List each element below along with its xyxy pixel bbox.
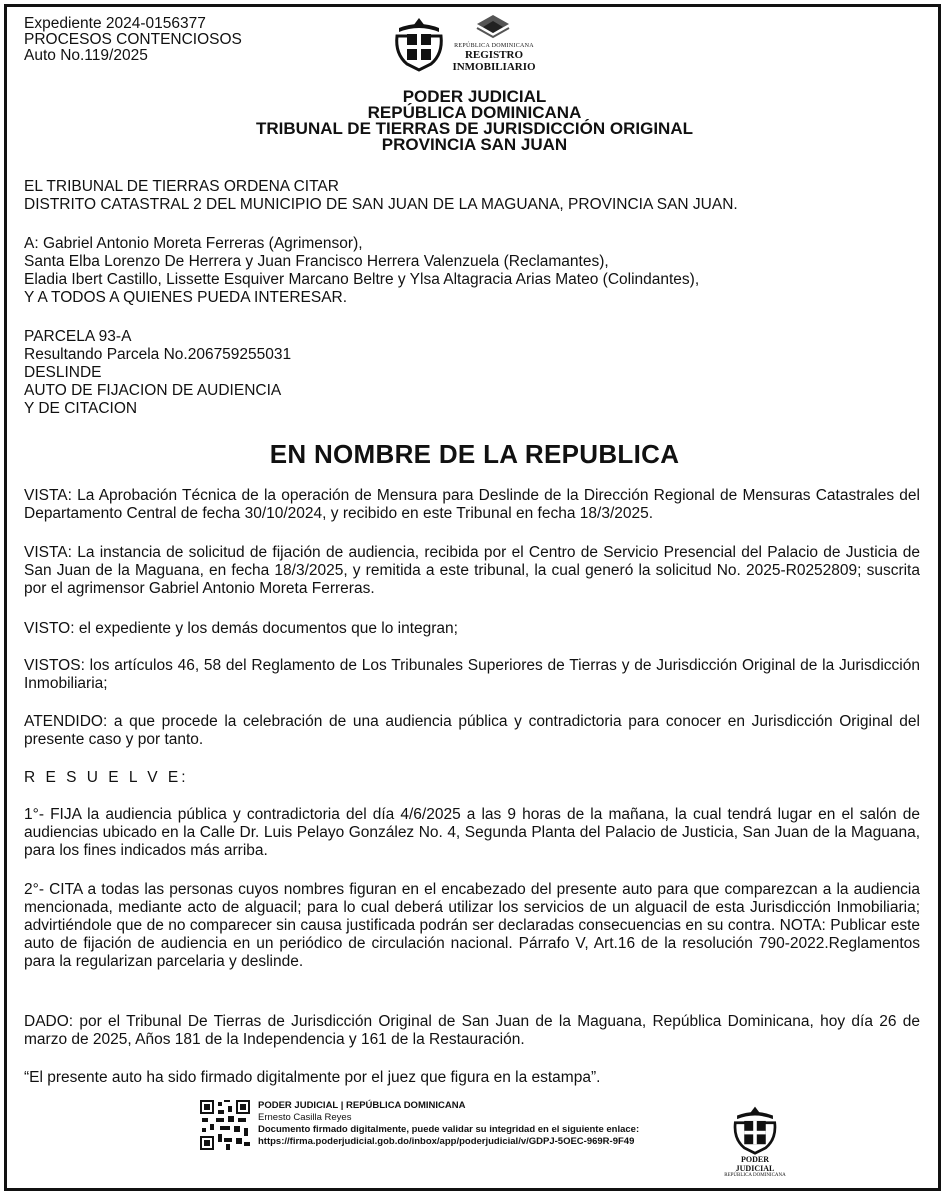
title-line: PROVINCIA SAN JUAN	[381, 135, 568, 154]
title-line: REPÚBLICA DOMINICANA	[367, 103, 582, 122]
dado-paragraph: DADO: por el Tribunal De Tierras de Jurisdicción Original de San Juan de la Maguana, República Dominicana, hoy día 26 de marzo de 2025, Años 181 de la Independencia y 161 de la Restauración.	[24, 1013, 920, 1048]
citation-line: EL TRIBUNAL DE TIERRAS ORDENA CITAR	[24, 178, 339, 195]
fija-paragraph: 1°- FIJA la audiencia pública y contradictoria del día 4/6/2025 a las 9 horas de la mañana, la cual tendrá lugar en el salón de audiencias ubicado en la Calle Dr. Luis Pelayo González No. 4, Segunda Planta del Palacio de Justicia, San Juan de la Maguana, para los fines indicados más arriba.	[24, 806, 920, 859]
addressee-line: Santa Elba Lorenzo De Herrera y Juan Francisco Herrera Valenzuela (Reclamantes),	[24, 253, 609, 270]
coat-of-arms-icon	[731, 1103, 779, 1155]
signature-validation-note: Documento firmado digitalmente, puede validar su integridad en el siguiente enlace:	[258, 1124, 640, 1135]
title-line: PODER JUDICIAL	[402, 87, 547, 106]
auto-number: Auto No.119/2025	[24, 47, 148, 64]
vista-paragraph-2: VISTA: La instancia de solicitud de fijación de audiencia, recibida por el Centro de Servicio Presencial del Palacio de Justicia de San Juan de la Maguana, en fecha 18/3/2025, y remitida a este tribunal, la cual generó la solicitud No. 2025-R0252809; suscrita por el agrimensor Gabriel Antonio Moreta Ferreras.	[24, 544, 920, 597]
vista-paragraph-1: VISTA: La Aprobación Técnica de la operación de Mensura para Deslinde de la Dirección Regional de Mensuras Catastrales del Departamento Central de fecha 30/10/2024, y recibido en este Tribunal en fecha 18/3/2025.	[24, 487, 920, 522]
registro-diamond-icon	[475, 14, 511, 40]
registro-logo-title: REGISTRO	[464, 49, 524, 61]
parcel-line: Y DE CITACION	[24, 400, 138, 417]
signature-validation-link[interactable]: https://firma.poderjudicial.gob.do/inbox/app/poderjudicial/v/GDPJ-5OEC-969R-9F49	[258, 1136, 635, 1147]
addressee-line: A: Gabriel Antonio Moreta Ferreras (Agrimensor),	[24, 235, 363, 252]
procesos-label: PROCESOS CONTENCIOSOS	[24, 31, 242, 48]
parcel-line: PARCELA 93-A	[24, 328, 132, 345]
addressee-line: Y A TODOS A QUIENES PUEDA INTERESAR.	[24, 289, 348, 306]
signature-details	[258, 1100, 639, 1148]
registro-logo-subtitle: INMOBILIARIO	[452, 61, 536, 73]
court-titles	[0, 89, 949, 153]
main-title: EN NOMBRE DE LA REPUBLICA	[269, 439, 680, 469]
citation-block	[24, 178, 920, 214]
title-line: TRIBUNAL DE TIERRAS DE JURISDICCIÓN ORIGINAL	[256, 119, 693, 138]
resuelve-heading: R E S U E L V E:	[24, 769, 189, 786]
case-header	[24, 16, 242, 64]
signer-name: Ernesto Casilla Reyes	[258, 1112, 352, 1123]
pj-logo-title: PODER JUDICIAL	[735, 1155, 775, 1173]
cita-paragraph: 2°- CITA a todas las personas cuyos nombres figuran en el encabezado del presente auto para que comparezcan a la audiencia mencionada, mediante acto de alguacil; para lo cual deberá utilizar los servicios de un alguacil de esta Jurisdicción Inmobiliaria; advirtiéndole que de no comparecer sin causa justificada podrán ser declaradas consecuencias en su contra. NOTA: Publicar este auto de fijación de audiencia en un periódico de circulación nacional. Párrafo V, Art.16 de la resolución 790-2022.Reglamentos para la regularizan parcelaria y deslinde.	[24, 881, 920, 970]
registro-logo-country: REPÚBLICA DOMINICANA	[454, 43, 534, 49]
digital-signature-stamp	[200, 1100, 720, 1160]
pj-logo-subtitle: REPÚBLICA DOMINICANA	[724, 1173, 786, 1178]
poder-judicial-logo	[722, 1103, 788, 1177]
qr-code-icon[interactable]	[200, 1100, 250, 1150]
signature-org: PODER JUDICIAL | REPÚBLICA DOMINICANA	[258, 1100, 466, 1111]
vistos-paragraph: VISTOS: los artículos 46, 58 del Reglamento de Los Tribunales Superiores de Tierras y de Jurisdicción Original de la Jurisdicción Inmobiliaria;	[24, 657, 920, 692]
parcel-block	[24, 328, 920, 418]
parcel-line: DESLINDE	[24, 364, 102, 381]
atendido-paragraph: ATENDIDO: a que procede la celebración de una audiencia pública y contradictoria para conocer en Jurisdicción Original del presente caso y por tanto.	[24, 713, 920, 748]
addressees-block	[24, 235, 920, 307]
parcel-line: AUTO DE FIJACION DE AUDIENCIA	[24, 382, 282, 399]
coat-of-arms-icon	[393, 14, 445, 72]
citation-line: DISTRITO CATASTRAL 2 DEL MUNICIPIO DE SAN JUAN DE LA MAGUANA, PROVINCIA SAN JUAN.	[24, 196, 738, 213]
visto-paragraph: VISTO: el expediente y los demás documentos que lo integran;	[24, 620, 458, 637]
registro-inmobiliario-logo	[393, 14, 553, 76]
digital-signature-note: “El presente auto ha sido firmado digitalmente por el juez que figura en la estampa”.	[24, 1069, 601, 1086]
expediente-number: Expediente 2024-0156377	[24, 15, 206, 32]
addressee-line: Eladia Ibert Castillo, Lissette Esquiver Marcano Beltre y Ylsa Altagracia Arias Mateo (Colindantes),	[24, 271, 700, 288]
parcel-line: Resultando Parcela No.206759255031	[24, 346, 292, 363]
